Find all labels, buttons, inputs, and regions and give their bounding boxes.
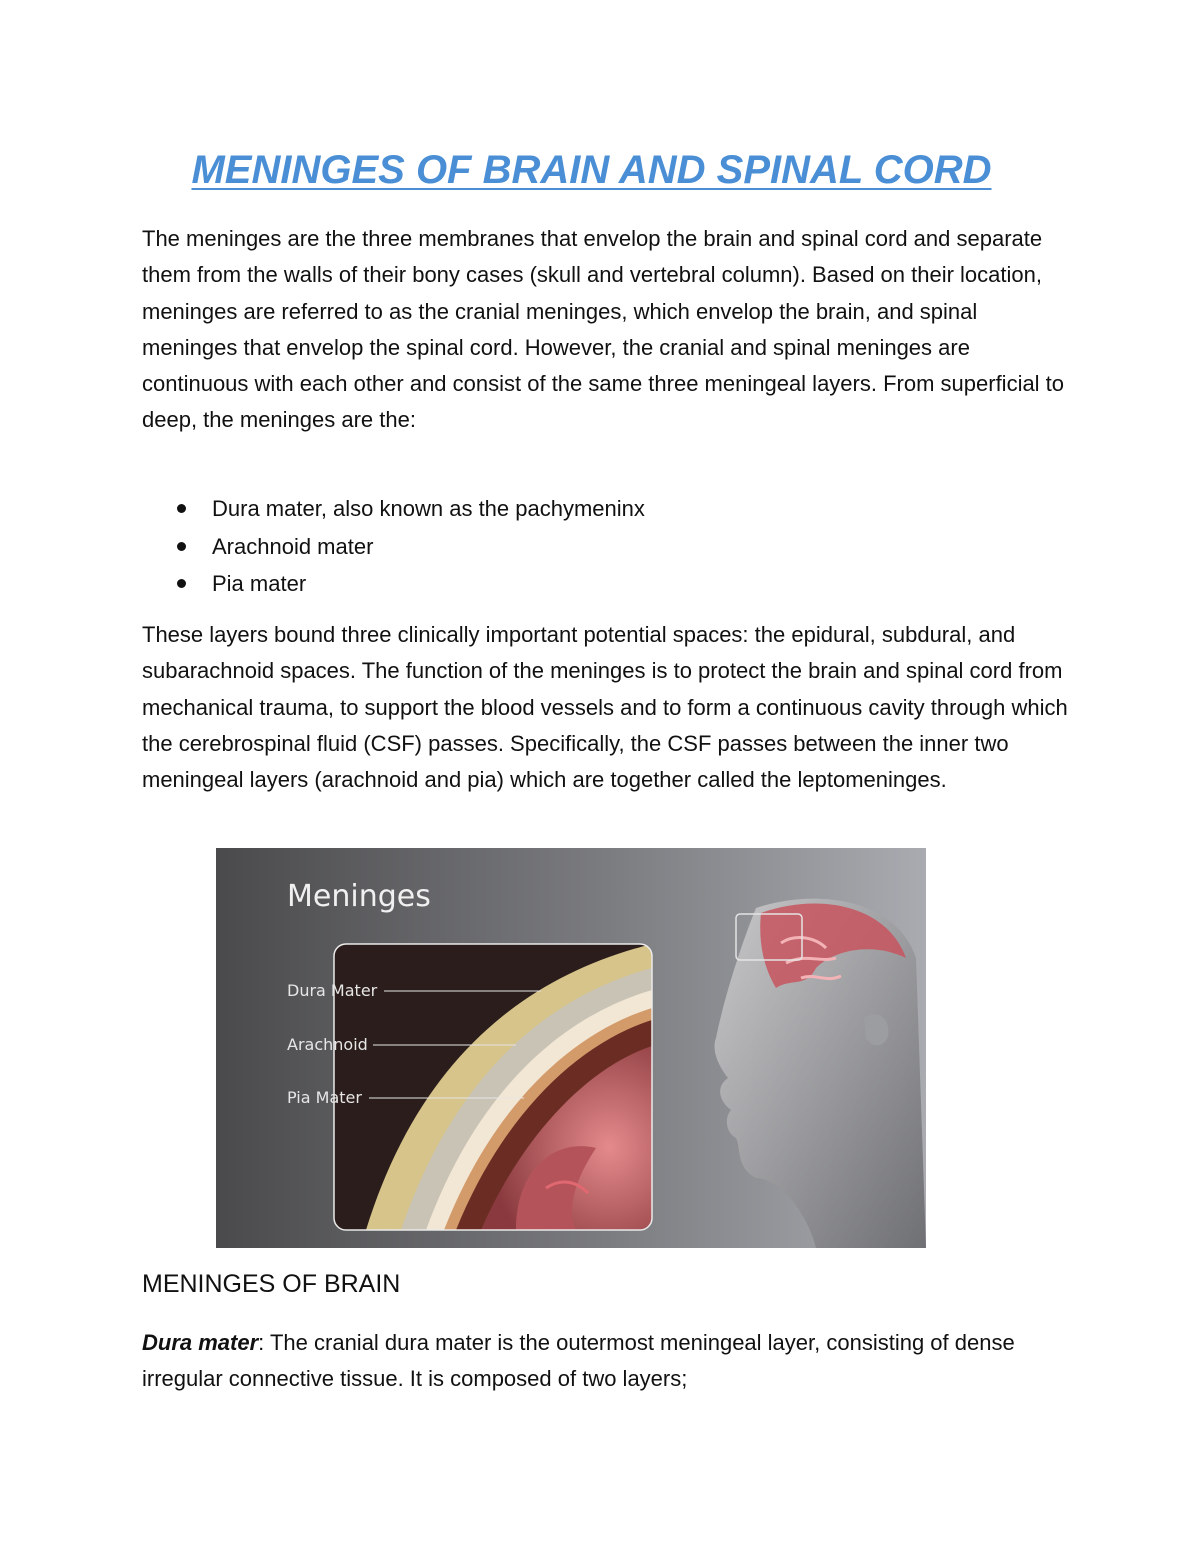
meninges-illustration [216, 848, 926, 1248]
function-paragraph: These layers bound three clinically important potential spaces: the epidural, subdural, and subarachnoid spaces. The function of the meninges is to protect the brain and spinal cord from mechanical trauma, to support the blood vessels and to form a continuous cavity through which the cerebrospinal fluid (CSF) passes. Specifically, the CSF passes between the inner two meningeal layers (arachnoid and pia) which are together called the leptomeninges. [142, 622, 1068, 793]
list-item [142, 528, 1042, 566]
bullet-icon [177, 504, 186, 513]
list-item-text: Pia mater [212, 571, 307, 596]
label-arachnoid: Arachnoid [287, 1035, 368, 1054]
section-heading: MENINGES OF BRAIN [142, 1270, 401, 1298]
dura-mater-text: : The cranial dura mater is the outermost meningeal layer, consisting of dense irregular connective tissue. It is composed of two layers; [142, 1330, 1015, 1392]
page-title: MENINGES OF BRAIN AND SPINAL CORD [191, 148, 992, 192]
figure-title: Meninges [287, 879, 431, 914]
list-item [142, 565, 1042, 603]
list-item-text: Dura mater, also known as the pachymeninx [212, 496, 645, 521]
term-dura-mater: Dura mater [142, 1330, 259, 1355]
meninges-cross-section [334, 944, 652, 1230]
meninges-layer-list [142, 490, 1042, 603]
intro-paragraph: The meninges are the three membranes that envelop the brain and spinal cord and separate them from the walls of their bony cases (skull and vertebral column). Based on their location, meninges are referred to as the cranial meninges, which envelop the brain, and spinal meninges that envelop the spinal cord. However, the cranial and spinal meninges are continuous with each other and consist of the same three meningeal layers. From superficial to deep, the meninges are the: [142, 226, 1065, 433]
label-pia-mater: Pia Mater [287, 1088, 362, 1107]
dura-mater-paragraph [142, 1325, 1072, 1398]
bullet-icon [177, 579, 186, 588]
bullet-icon [177, 542, 186, 551]
list-item [142, 490, 1042, 528]
list-item-text: Arachnoid mater [212, 533, 374, 559]
label-dura-mater: Dura Mater [287, 981, 378, 1000]
